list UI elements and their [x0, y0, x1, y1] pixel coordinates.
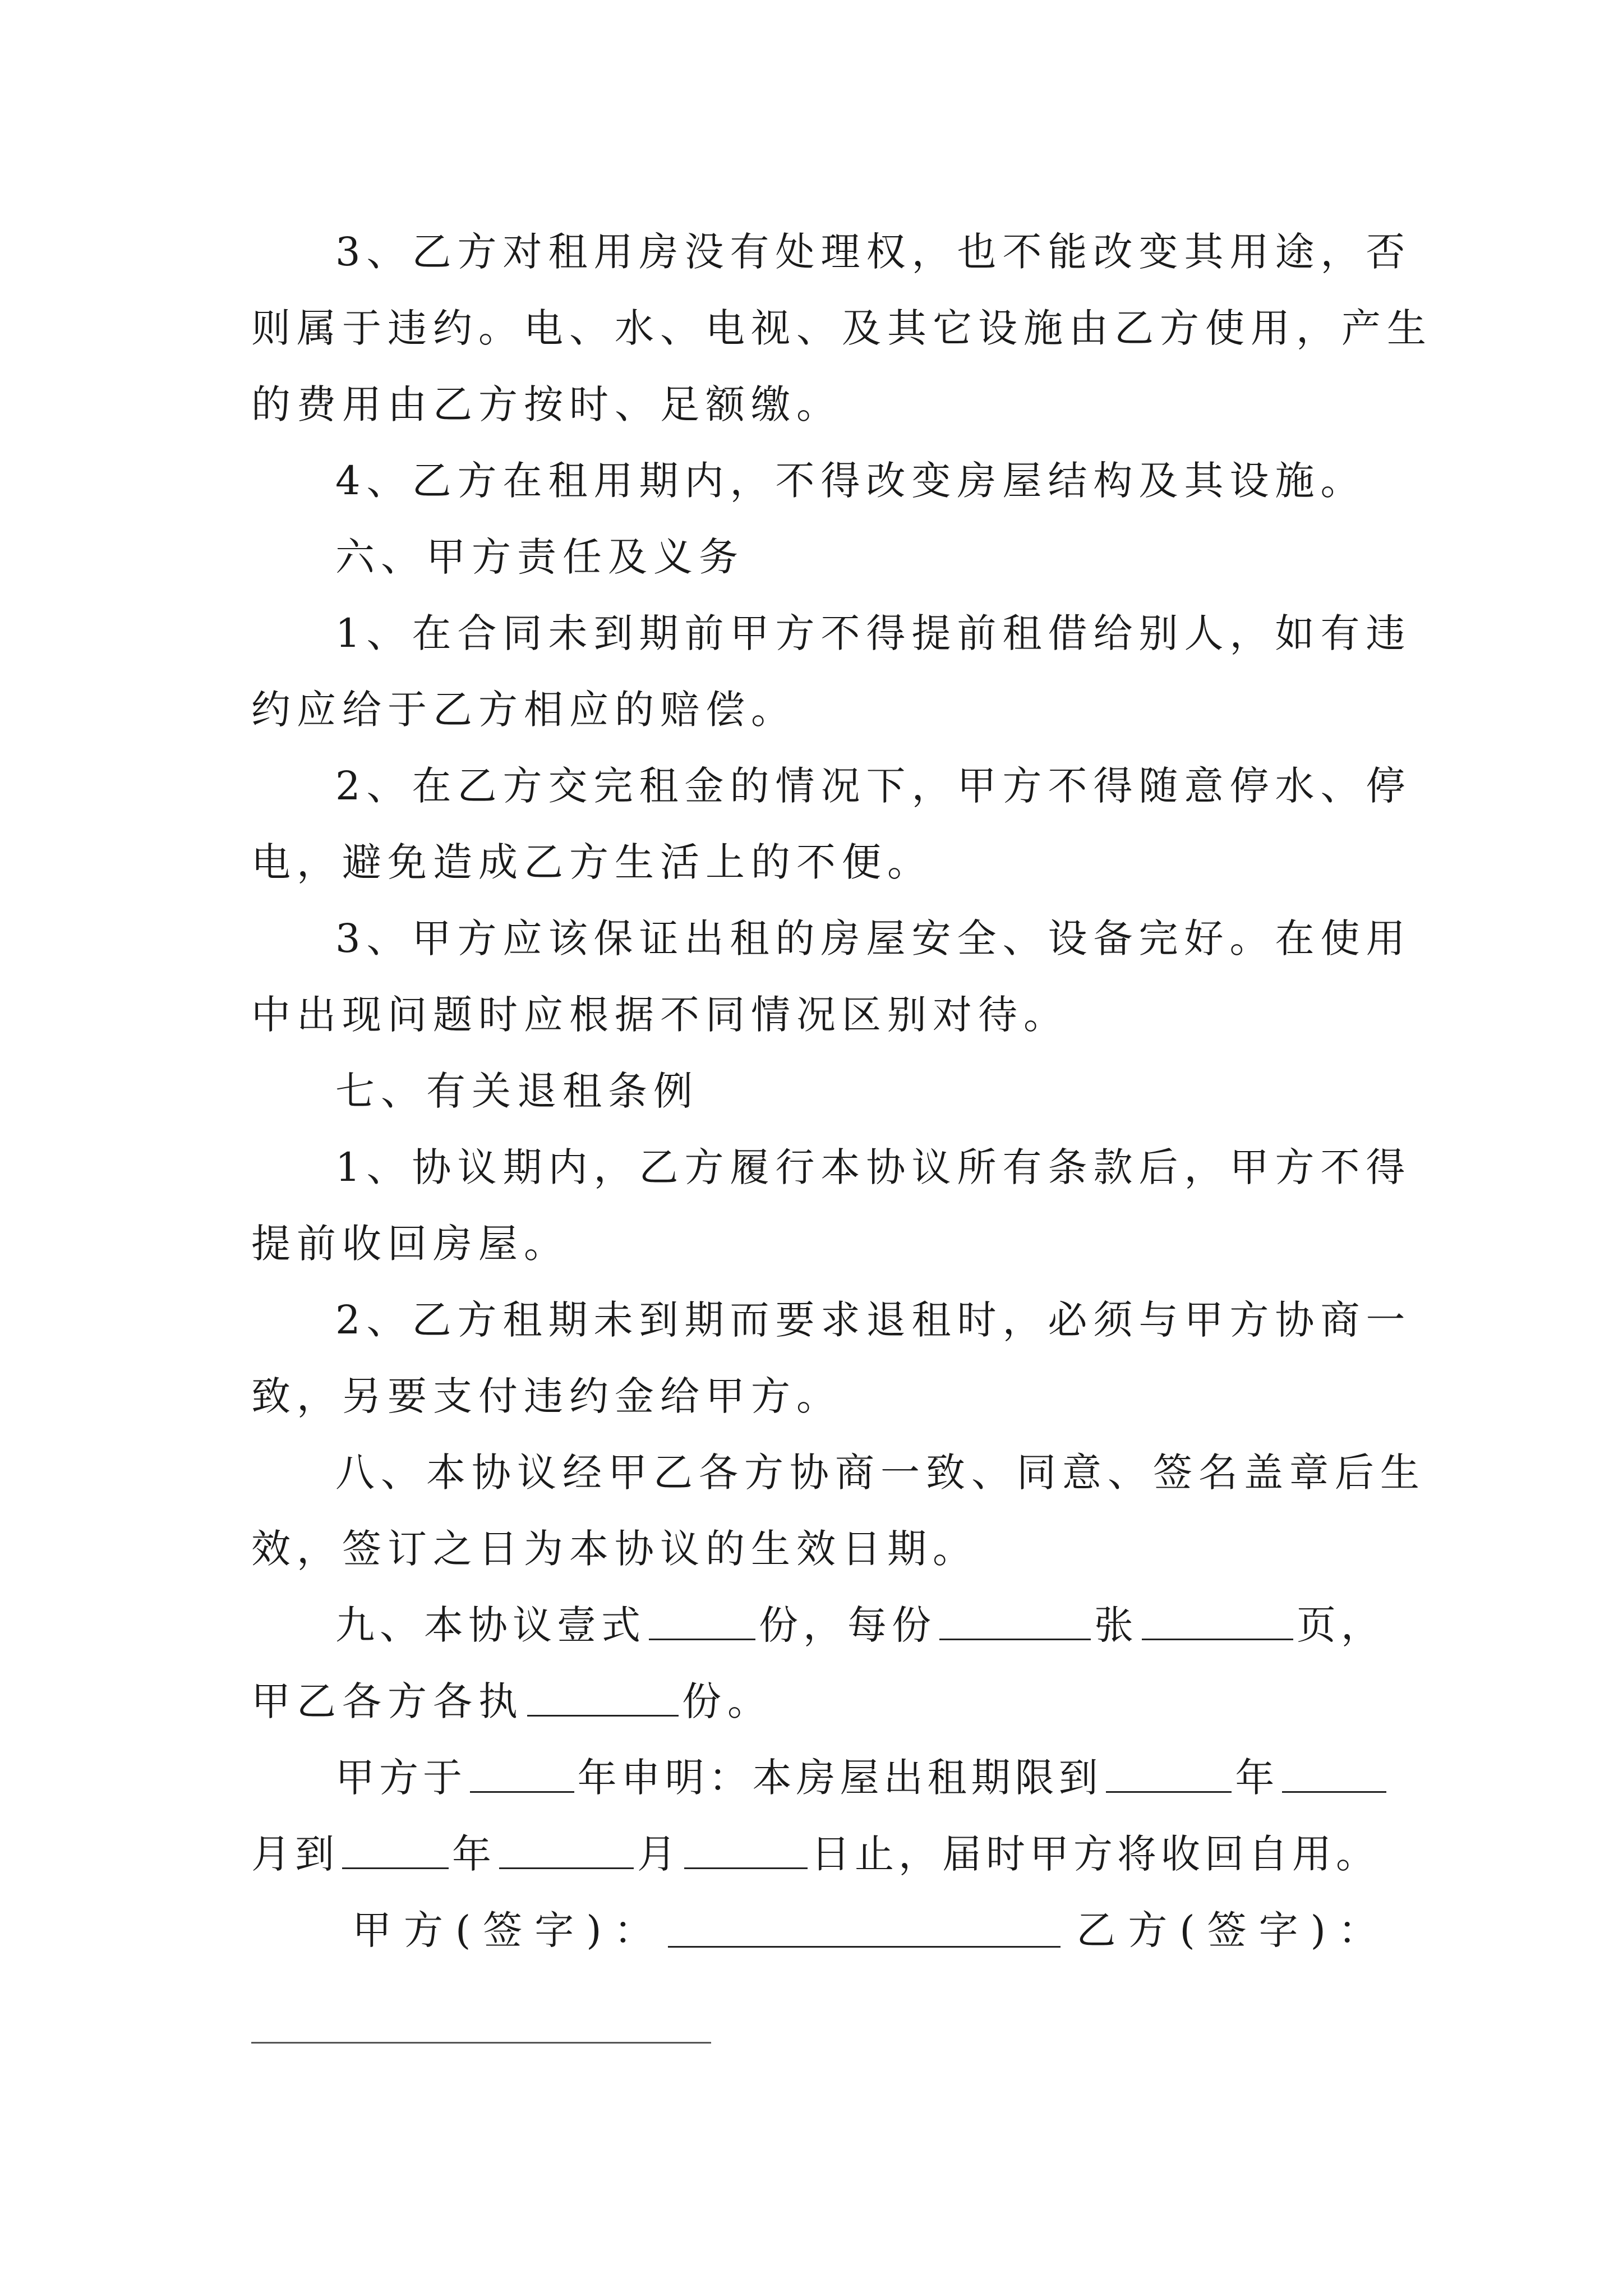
party-b-signature-field[interactable] [251, 2042, 711, 2044]
declaration-year-blank[interactable] [470, 1756, 574, 1793]
party-b-signature-label: 乙方(签字)： [1076, 1907, 1390, 1953]
each-party-copies-blank[interactable] [527, 1680, 679, 1717]
section-9-text-b: 份，每份 [759, 1602, 936, 1648]
clause-6-3-line-2: 中出现问题时应根据不同情况区别对待。 [251, 991, 1069, 1038]
declaration-text-a: 甲方于 [335, 1754, 467, 1801]
return-month-blank[interactable] [499, 1833, 634, 1869]
section-8-line-2: 效，签订之日为本协议的生效日期。 [251, 1525, 978, 1572]
contract-page [251, 210, 1432, 1965]
sheets-count-blank[interactable] [939, 1604, 1091, 1640]
section-7-title: 七、有关退租条例 [335, 1068, 699, 1114]
return-day-blank[interactable] [684, 1833, 808, 1869]
declaration-text-d: 月到 [251, 1830, 339, 1877]
copies-count-blank[interactable] [649, 1604, 755, 1640]
section-8-line-1: 八、本协议经甲乙各方协商一致、同意、签名盖章后生 [335, 1449, 1426, 1496]
declaration-line-1 [251, 1736, 1390, 1812]
section-9-text-f: 份。 [682, 1678, 773, 1724]
section-9-line-2 [251, 1660, 1390, 1736]
lease-end-month-blank[interactable] [1282, 1756, 1386, 1793]
section-9-text-c: 张 [1094, 1602, 1138, 1648]
section-9-text-e: 甲乙各方各执 [251, 1678, 524, 1724]
section-9-line-1 [251, 1584, 1390, 1660]
declaration-text-e: 年 [452, 1830, 496, 1877]
clause-5-3-line-1: 3、乙方对租用房没有处理权，也不能改变其用途，否 [335, 228, 1412, 275]
section-9-text-a: 九、本协议壹式 [335, 1602, 645, 1648]
section-6-title: 六、甲方责任及义务 [335, 533, 744, 580]
clause-5-4: 4、乙方在租用期内，不得改变房屋结构及其设施。 [335, 457, 1366, 504]
clause-7-2-line-2: 致，另要支付违约金给甲方。 [251, 1373, 842, 1419]
declaration-text-b: 年申明：本房屋出租期限到 [577, 1754, 1103, 1801]
declaration-text-g: 日止，届时甲方将收回自用。 [811, 1830, 1380, 1877]
declaration-text-f: 月 [637, 1830, 681, 1877]
clause-6-2-line-1: 2、在乙方交完租金的情况下，甲方不得随意停水、停 [335, 762, 1412, 809]
declaration-line-2 [251, 1812, 1390, 1889]
pages-count-blank[interactable] [1142, 1604, 1293, 1640]
clause-6-2-line-2: 电，避免造成乙方生活上的不便。 [251, 839, 933, 885]
return-year-blank[interactable] [342, 1833, 449, 1869]
declaration-text-c: 年 [1235, 1754, 1279, 1801]
clause-7-1-line-2: 提前收回房屋。 [251, 1220, 569, 1267]
clause-5-3-line-3: 的费用由乙方按时、足额缴。 [251, 381, 842, 427]
clause-7-1-line-1: 1、协议期内，乙方履行本协议所有条款后，甲方不得 [335, 1144, 1412, 1190]
clause-6-1-line-2: 约应给于乙方相应的赔偿。 [251, 686, 796, 733]
party-a-signature-label: 甲方(签字)： [352, 1907, 666, 1953]
clause-6-1-line-1: 1、在合同未到期前甲方不得提前租借给别人，如有违 [335, 610, 1412, 656]
clause-6-3-line-1: 3、甲方应该保证出租的房屋安全、设备完好。在使用 [335, 915, 1412, 961]
lease-end-year-blank[interactable] [1106, 1756, 1232, 1793]
party-a-signature-field[interactable] [668, 1907, 1061, 1948]
clause-5-3-line-2: 则属于违约。电、水、电视、及其它设施由乙方使用，产生 [251, 305, 1432, 351]
section-9-text-d: 页， [1297, 1602, 1385, 1648]
clause-7-2-line-1: 2、乙方租期未到期而要求退租时，必须与甲方协商一 [335, 1296, 1412, 1343]
signature-line [251, 1889, 1390, 1965]
